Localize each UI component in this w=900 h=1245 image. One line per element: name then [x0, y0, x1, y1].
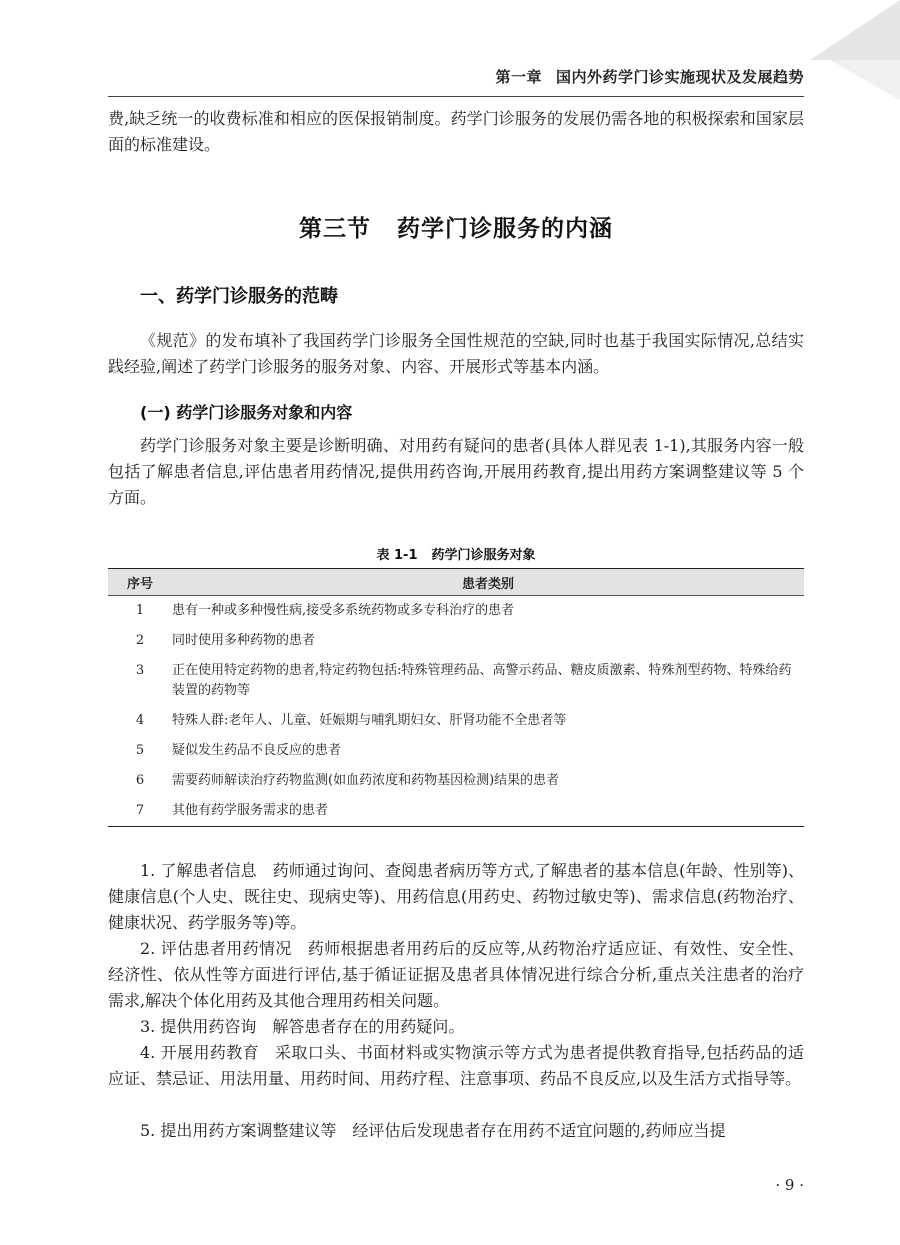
row-index: 3 — [135, 663, 145, 678]
item-lead: 2. 评估患者用药情况 — [140, 939, 292, 958]
section-number: 第三节 — [299, 216, 371, 242]
row-category: 同时使用多种药物的患者 — [172, 633, 316, 648]
item-paragraph-1 — [108, 858, 804, 936]
item-lead: 4. 开展用药教育 — [140, 1043, 259, 1062]
table-row — [108, 796, 804, 827]
item-text: 药师通过询问、查阅患者病历等方式,了解患者的基本信息(年龄、性别等)、健康信息(个人史、既往史、现病史等)、用药信息(用药史、药物过敏史等)、需求信息(药物治疗、健康状况、药学服务等)等。 — [108, 861, 805, 932]
patient-category-table — [108, 568, 804, 827]
chapter-title: 国内外药学门诊实施现状及发展趋势 — [555, 68, 804, 86]
item-lead: 1. 了解患者信息 — [140, 861, 257, 880]
item-lead: 3. 提供用药咨询 — [140, 1017, 257, 1036]
table-header-row — [108, 569, 804, 596]
row-category: 疑似发生药品不良反应的患者 — [172, 743, 342, 758]
table-row — [108, 766, 804, 796]
item-text: 经评估后发现患者存在用药不适宜问题的,药师应当提 — [352, 1121, 726, 1140]
table-caption — [108, 544, 804, 563]
table-row — [108, 706, 804, 736]
chapter-number: 第一章 — [495, 68, 542, 86]
row-index: 1 — [135, 603, 145, 618]
subsection-heading: 一、药学门诊服务的范畴 — [140, 286, 338, 307]
row-index: 5 — [135, 743, 145, 758]
row-category: 患有一种或多种慢性病,接受多系统药物或多专科治疗的患者 — [172, 603, 515, 618]
row-category: 需要药师解读治疗药物监测(如血药浓度和药物基因检测)结果的患者 — [172, 773, 560, 788]
row-category: 特殊人群:老年人、儿童、妊娠期与哺乳期妇女、肝肾功能不全患者等 — [172, 713, 567, 728]
item-paragraph-2 — [108, 936, 804, 1014]
row-index: 6 — [135, 773, 145, 788]
table-row — [108, 656, 804, 706]
table-row — [108, 626, 804, 656]
column-header-category: 患者类别 — [172, 569, 804, 596]
item-text: 解答患者存在的用药疑问。 — [272, 1017, 465, 1036]
column-header-index: 序号 — [108, 569, 172, 596]
item-paragraph-5 — [108, 1118, 804, 1144]
row-category: 正在使用特定药物的患者,特定药物包括:特殊管理药品、高警示药品、糖皮质激素、特殊剂型药物、特殊给药装置的药物等 — [172, 663, 792, 698]
intro-paragraph: 《规范》的发布填补了我国药学门诊服务全国性规范的空缺,同时也基于我国实际情况,总结实践经验,阐述了药学门诊服务的服务对象、内容、开展形式等基本内涵。 — [108, 331, 804, 376]
section-title — [108, 210, 804, 243]
table-row — [108, 736, 804, 766]
table-number: 表 1-1 — [376, 548, 418, 563]
row-index: 2 — [135, 633, 145, 648]
corner-decoration — [790, 0, 900, 110]
scope-paragraph: 药学门诊服务对象主要是诊断明确、对用药有疑问的患者(具体人群见表 1-1),其服务内容一般包括了解患者信息,评估患者用药情况,提供用药咨询,开展用药教育,提出用药方案调整建议等 5 个方面。 — [108, 436, 804, 507]
header-rule — [108, 96, 804, 97]
continued-paragraph: 费,缺乏统一的收费标准和相应的医保报销制度。药学门诊服务的发展仍需各地的积极探索和国家层面的标准建设。 — [108, 109, 804, 154]
item-paragraph-4 — [108, 1040, 804, 1092]
table-title: 药学门诊服务对象 — [431, 548, 536, 563]
row-category: 其他有药学服务需求的患者 — [172, 796, 804, 827]
item-text: 采取口头、书面材料或实物演示等方式为患者提供教育指导,包括药品的适应证、禁忌证、用法用量、用药时间、用药疗程、注意事项、药品不良反应,以及生活方式指导等。 — [108, 1043, 804, 1088]
item-paragraph-3 — [108, 1014, 804, 1040]
section-name: 药学门诊服务的内涵 — [397, 216, 613, 242]
item-lead: 5. 提出用药方案调整建议等 — [140, 1121, 337, 1140]
row-index: 4 — [135, 713, 145, 728]
row-index: 7 — [108, 796, 172, 827]
running-header — [495, 66, 804, 87]
subheading: (一) 药学门诊服务对象和内容 — [140, 403, 353, 422]
page-number: · 9 · — [775, 1176, 804, 1194]
table-row — [108, 596, 804, 627]
item-text: 药师根据患者用药后的反应等,从药物治疗适应证、有效性、安全性、经济性、依从性等方面进行评估,基于循证证据及患者具体情况进行综合分析,重点关注患者的治疗需求,解决个体化用药及其他合理用药相关问题。 — [108, 939, 804, 1010]
